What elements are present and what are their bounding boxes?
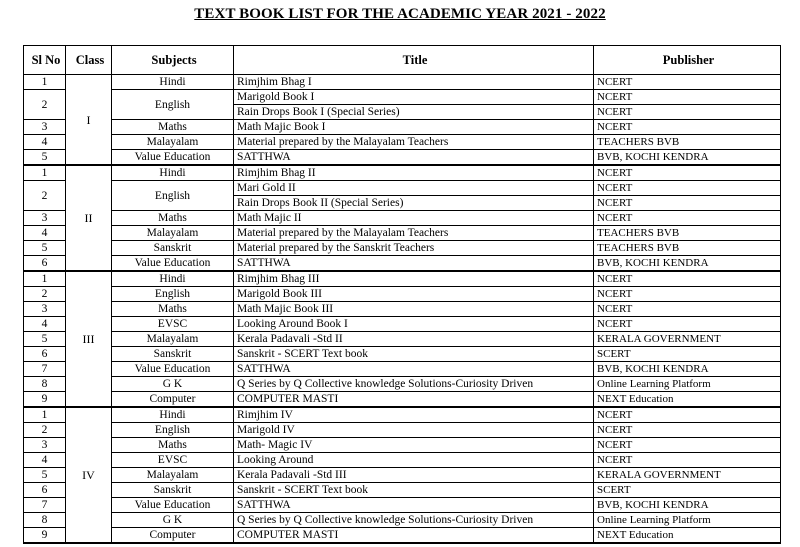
- title-cell: Sanskrit - SCERT Text book: [234, 347, 594, 362]
- title-cell: Math Majic Book I: [234, 120, 594, 135]
- sl-no-cell: 5: [24, 241, 66, 256]
- subject-cell: Malayalam: [112, 226, 234, 241]
- subject-cell: G K: [112, 513, 234, 528]
- subject-cell: Malayalam: [112, 332, 234, 347]
- title-cell: Looking Around: [234, 453, 594, 468]
- subject-cell: EVSC: [112, 317, 234, 332]
- table-header-row: [24, 46, 781, 75]
- table-row: [24, 90, 781, 105]
- publisher-cell: NCERT: [594, 120, 781, 135]
- table-row: [24, 407, 781, 423]
- title-cell: Material prepared by the Malayalam Teachers: [234, 226, 594, 241]
- title-cell: Rimjhim Bhag II: [234, 165, 594, 181]
- header-publisher: Publisher: [594, 46, 781, 75]
- sl-no-cell: 7: [24, 362, 66, 377]
- sl-no-cell: 5: [24, 468, 66, 483]
- sl-no-cell: 4: [24, 317, 66, 332]
- sl-no-cell: 1: [24, 407, 66, 423]
- table-row: [24, 347, 781, 362]
- table-row: [24, 317, 781, 332]
- publisher-cell: BVB, KOCHI KENDRA: [594, 498, 781, 513]
- title-cell: Kerala Padavali -Std II: [234, 332, 594, 347]
- subject-cell: English: [112, 181, 234, 211]
- sl-no-cell: 6: [24, 256, 66, 272]
- title-cell: SATTHWA: [234, 498, 594, 513]
- publisher-cell: NCERT: [594, 196, 781, 211]
- sl-no-cell: 1: [24, 75, 66, 90]
- table-row: [24, 483, 781, 498]
- publisher-cell: NCERT: [594, 453, 781, 468]
- class-cell: IV: [66, 407, 112, 543]
- publisher-cell: NCERT: [594, 287, 781, 302]
- table-row: [24, 332, 781, 347]
- table-row: [24, 468, 781, 483]
- publisher-cell: Online Learning Platform: [594, 377, 781, 392]
- title-cell: Mari Gold II: [234, 181, 594, 196]
- header-title: Title: [234, 46, 594, 75]
- sl-no-cell: 9: [24, 528, 66, 544]
- table-row: [24, 302, 781, 317]
- table-row: [24, 423, 781, 438]
- sl-no-cell: 4: [24, 453, 66, 468]
- sl-no-cell: 3: [24, 438, 66, 453]
- subject-cell: Maths: [112, 438, 234, 453]
- table-row: [24, 211, 781, 226]
- title-cell: Material prepared by the Sanskrit Teachers: [234, 241, 594, 256]
- table-row: [24, 150, 781, 166]
- publisher-cell: TEACHERS BVB: [594, 135, 781, 150]
- table-row: [24, 75, 781, 90]
- table-row: [24, 392, 781, 408]
- sl-no-cell: 2: [24, 423, 66, 438]
- publisher-cell: NCERT: [594, 317, 781, 332]
- subject-cell: Value Education: [112, 498, 234, 513]
- sl-no-cell: 8: [24, 513, 66, 528]
- title-cell: Math- Magic IV: [234, 438, 594, 453]
- sl-no-cell: 9: [24, 392, 66, 408]
- table-row: [24, 453, 781, 468]
- subject-cell: English: [112, 423, 234, 438]
- publisher-cell: NCERT: [594, 105, 781, 120]
- title-cell: Rain Drops Book II (Special Series): [234, 196, 594, 211]
- table-row: [24, 120, 781, 135]
- header-sl-no: Sl No: [24, 46, 66, 75]
- publisher-cell: NCERT: [594, 75, 781, 90]
- textbook-table: [23, 45, 781, 544]
- publisher-cell: BVB, KOCHI KENDRA: [594, 150, 781, 166]
- table-row: [24, 438, 781, 453]
- subject-cell: Sanskrit: [112, 483, 234, 498]
- publisher-cell: BVB, KOCHI KENDRA: [594, 362, 781, 377]
- title-cell: COMPUTER MASTI: [234, 392, 594, 408]
- subject-cell: Value Education: [112, 362, 234, 377]
- subject-cell: Maths: [112, 302, 234, 317]
- class-cell: III: [66, 271, 112, 407]
- subject-cell: Computer: [112, 528, 234, 544]
- class-cell: II: [66, 165, 112, 271]
- publisher-cell: NCERT: [594, 302, 781, 317]
- header-subjects: Subjects: [112, 46, 234, 75]
- title-cell: Q Series by Q Collective knowledge Solutions-Curiosity Driven: [234, 377, 594, 392]
- sl-no-cell: 4: [24, 226, 66, 241]
- title-cell: Kerala Padavali -Std III: [234, 468, 594, 483]
- sl-no-cell: 2: [24, 90, 66, 120]
- title-cell: Math Majic Book III: [234, 302, 594, 317]
- sl-no-cell: 3: [24, 302, 66, 317]
- title-cell: Math Majic II: [234, 211, 594, 226]
- title-cell: Rimjhim Bhag I: [234, 75, 594, 90]
- subject-cell: Malayalam: [112, 468, 234, 483]
- subject-cell: Hindi: [112, 407, 234, 423]
- header-class: Class: [66, 46, 112, 75]
- table-row: [24, 513, 781, 528]
- publisher-cell: KERALA GOVERNMENT: [594, 332, 781, 347]
- sl-no-cell: 5: [24, 332, 66, 347]
- sl-no-cell: 1: [24, 165, 66, 181]
- subject-cell: Computer: [112, 392, 234, 408]
- title-cell: COMPUTER MASTI: [234, 528, 594, 544]
- title-cell: Rimjhim Bhag III: [234, 271, 594, 287]
- table-row: [24, 362, 781, 377]
- sl-no-cell: 2: [24, 287, 66, 302]
- subject-cell: Hindi: [112, 165, 234, 181]
- class-cell: I: [66, 75, 112, 166]
- title-cell: Rain Drops Book I (Special Series): [234, 105, 594, 120]
- sl-no-cell: 2: [24, 181, 66, 211]
- publisher-cell: NCERT: [594, 165, 781, 181]
- table-row: [24, 287, 781, 302]
- subject-cell: EVSC: [112, 453, 234, 468]
- publisher-cell: SCERT: [594, 347, 781, 362]
- publisher-cell: Online Learning Platform: [594, 513, 781, 528]
- publisher-cell: NCERT: [594, 423, 781, 438]
- publisher-cell: TEACHERS BVB: [594, 226, 781, 241]
- title-cell: Marigold IV: [234, 423, 594, 438]
- subject-cell: Maths: [112, 211, 234, 226]
- subject-cell: Malayalam: [112, 135, 234, 150]
- title-cell: Material prepared by the Malayalam Teachers: [234, 135, 594, 150]
- table-row: [24, 256, 781, 272]
- publisher-cell: KERALA GOVERNMENT: [594, 468, 781, 483]
- title-cell: Marigold Book III: [234, 287, 594, 302]
- publisher-cell: NCERT: [594, 407, 781, 423]
- publisher-cell: SCERT: [594, 483, 781, 498]
- sl-no-cell: 1: [24, 271, 66, 287]
- table-row: [24, 498, 781, 513]
- sl-no-cell: 6: [24, 483, 66, 498]
- title-cell: Rimjhim IV: [234, 407, 594, 423]
- subject-cell: Value Education: [112, 150, 234, 166]
- table-row: [24, 181, 781, 196]
- subject-cell: English: [112, 287, 234, 302]
- publisher-cell: NCERT: [594, 211, 781, 226]
- table-body: [24, 75, 781, 544]
- sl-no-cell: 3: [24, 211, 66, 226]
- title-cell: SATTHWA: [234, 362, 594, 377]
- publisher-cell: NCERT: [594, 181, 781, 196]
- page-title: TEXT BOOK LIST FOR THE ACADEMIC YEAR 2021 - 2022: [194, 6, 606, 22]
- subject-cell: Sanskrit: [112, 347, 234, 362]
- subject-cell: Hindi: [112, 75, 234, 90]
- table-row: [24, 241, 781, 256]
- subject-cell: Maths: [112, 120, 234, 135]
- publisher-cell: TEACHERS BVB: [594, 241, 781, 256]
- subject-cell: English: [112, 90, 234, 120]
- publisher-cell: NEXT Education: [594, 392, 781, 408]
- title-cell: SATTHWA: [234, 150, 594, 166]
- publisher-cell: NCERT: [594, 438, 781, 453]
- subject-cell: Sanskrit: [112, 241, 234, 256]
- sl-no-cell: 5: [24, 150, 66, 166]
- title-cell: Marigold Book I: [234, 90, 594, 105]
- subject-cell: G K: [112, 377, 234, 392]
- subject-cell: Value Education: [112, 256, 234, 272]
- sl-no-cell: 7: [24, 498, 66, 513]
- publisher-cell: BVB, KOCHI KENDRA: [594, 256, 781, 272]
- subject-cell: Hindi: [112, 271, 234, 287]
- publisher-cell: NCERT: [594, 271, 781, 287]
- publisher-cell: NEXT Education: [594, 528, 781, 544]
- table-row: [24, 135, 781, 150]
- title-cell: Q Series by Q Collective knowledge Solutions-Curiosity Driven: [234, 513, 594, 528]
- table-row: [24, 528, 781, 544]
- title-cell: Looking Around Book I: [234, 317, 594, 332]
- title-cell: Sanskrit - SCERT Text book: [234, 483, 594, 498]
- table-row: [24, 377, 781, 392]
- title-cell: SATTHWA: [234, 256, 594, 272]
- sl-no-cell: 6: [24, 347, 66, 362]
- publisher-cell: NCERT: [594, 90, 781, 105]
- sl-no-cell: 8: [24, 377, 66, 392]
- sl-no-cell: 4: [24, 135, 66, 150]
- table-row: [24, 271, 781, 287]
- sl-no-cell: 3: [24, 120, 66, 135]
- table-row: [24, 226, 781, 241]
- table-row: [24, 165, 781, 181]
